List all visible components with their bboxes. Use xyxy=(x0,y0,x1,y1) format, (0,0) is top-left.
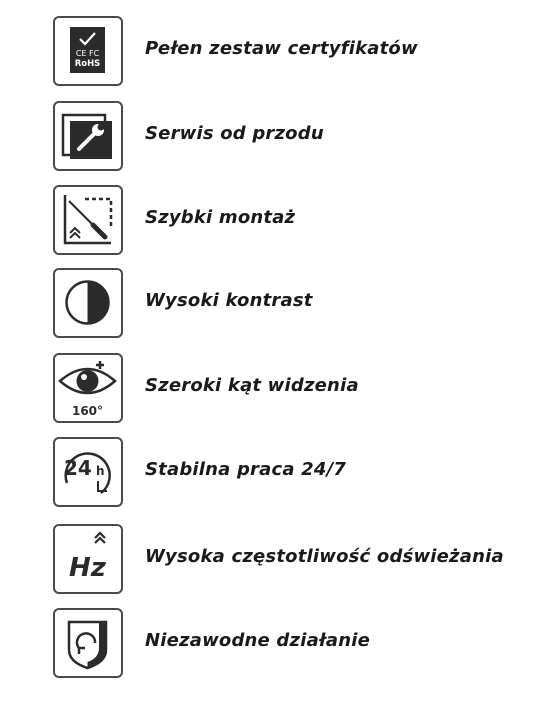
certificates-icon xyxy=(53,16,123,86)
svg-text:24: 24 xyxy=(64,456,92,480)
svg-text:RoHS: RoHS xyxy=(74,59,101,69)
refresh-rate-icon xyxy=(53,524,123,594)
feature-label: Szeroki kąt widzenia xyxy=(145,375,359,396)
feature-viewing-angle xyxy=(0,353,533,429)
front-service-icon xyxy=(53,101,123,171)
stable-24-7-icon xyxy=(53,437,123,507)
feature-label: Stabilna praca 24/7 xyxy=(145,459,347,480)
feature-refresh-rate xyxy=(0,524,533,600)
feature-label: Wysoki kontrast xyxy=(145,290,313,311)
feature-high-contrast xyxy=(0,268,533,344)
svg-text:h: h xyxy=(96,464,105,478)
feature-label: Serwis od przodu xyxy=(145,123,324,144)
svg-text:160°: 160° xyxy=(71,404,104,418)
feature-label: Niezawodne działanie xyxy=(145,630,371,651)
feature-label: Szybki montaż xyxy=(145,207,296,228)
feature-reliable-operation xyxy=(0,608,533,684)
feature-certificates xyxy=(0,16,533,92)
feature-quick-install xyxy=(0,185,533,261)
reliable-operation-icon xyxy=(53,608,123,678)
svg-text:CE FC: CE FC xyxy=(75,49,100,58)
quick-install-icon xyxy=(53,185,123,255)
feature-label: Pełen zestaw certyfikatów xyxy=(145,38,418,59)
contrast-icon xyxy=(53,268,123,338)
feature-front-service xyxy=(0,101,533,177)
feature-stable-24-7 xyxy=(0,437,533,513)
viewing-angle-icon xyxy=(53,353,123,423)
feature-label: Wysoka częstotliwość odświeżania xyxy=(145,546,504,567)
svg-text:Hz: Hz xyxy=(69,553,106,583)
